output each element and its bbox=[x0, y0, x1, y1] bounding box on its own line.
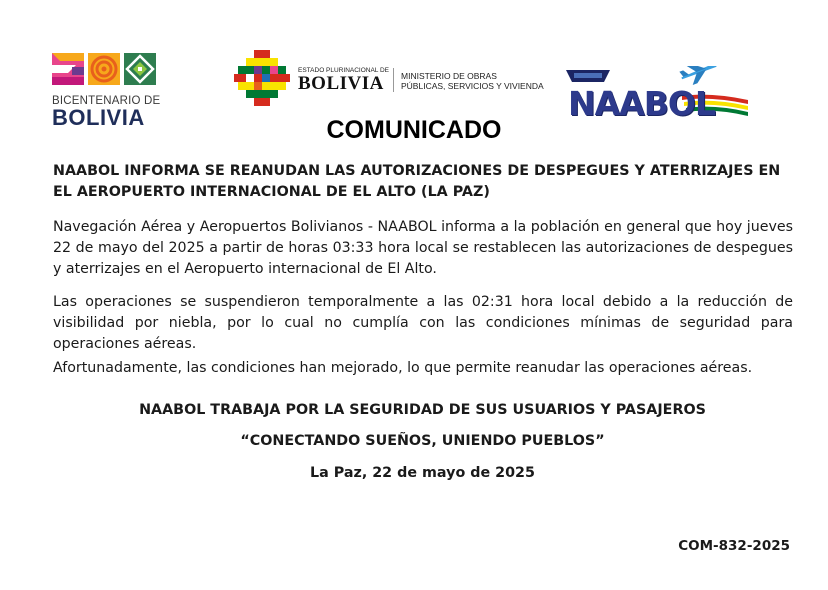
page-title: COMUNICADO bbox=[326, 116, 502, 144]
place-date: La Paz, 22 de mayo de 2025 bbox=[310, 465, 535, 481]
bicentenario-icons bbox=[52, 53, 162, 85]
ministry-line1: MINISTERIO DE OBRAS bbox=[401, 71, 497, 81]
paragraph-1: Navegación Aérea y Aeropuertos Bolivianos - NAABOL informa a la población en general que hoy jueves 22 de mayo del 2025 a partir de horas 03:33 hora local se restablecen las autorizaciones de despegues y aterrizajes en el Aeropuerto internacional de El Alto. bbox=[53, 219, 793, 277]
estado-plurinacional-logo bbox=[234, 50, 544, 110]
estado-line2: BOLIVIA bbox=[298, 73, 384, 94]
headline: NAABOL INFORMA SE REANUDAN LAS AUTORIZACIONES DE DESPEGUES Y ATERRIZAJES EN EL AEROPUERTO INTERNACIONAL DE EL ALTO (LA PAZ) bbox=[53, 163, 781, 200]
bicentenario-line1: BICENTENARIO DE bbox=[52, 95, 161, 107]
logo-divider bbox=[393, 68, 394, 92]
estado-line1: ESTADO PLURINACIONAL DE bbox=[298, 67, 390, 74]
document-code: COM-832-2025 bbox=[678, 538, 790, 554]
wiphala-pattern-icon bbox=[52, 53, 84, 85]
ministry-line2: PÚBLICAS, SERVICIOS Y VIVIENDA bbox=[401, 81, 544, 91]
paragraph-3: Afortunadamente, las condiciones han mejorado, lo que permite reanudar las operaciones aéreas. bbox=[53, 360, 753, 376]
motto-slogan: “CONECTANDO SUEÑOS, UNIENDO PUEBLOS” bbox=[240, 433, 605, 449]
paragraph-2: Las operaciones se suspendieron temporalmente a las 02:31 hora local debido a la reducción de visibilidad por niebla, por lo cual no cumplía con las condiciones mínimas de seguridad para operaciones aéreas. bbox=[53, 294, 793, 352]
sun-spiral-icon bbox=[88, 53, 120, 85]
andean-cross-icon bbox=[124, 53, 156, 85]
naabol-wordmark: NAABOL bbox=[568, 84, 715, 123]
motto-security: NAABOL TRABAJA POR LA SEGURIDAD DE SUS USUARIOS Y PASAJEROS bbox=[139, 402, 706, 418]
bicentenario-line2: BOLIVIA bbox=[52, 105, 145, 130]
chakana-mosaic-icon bbox=[234, 50, 290, 106]
